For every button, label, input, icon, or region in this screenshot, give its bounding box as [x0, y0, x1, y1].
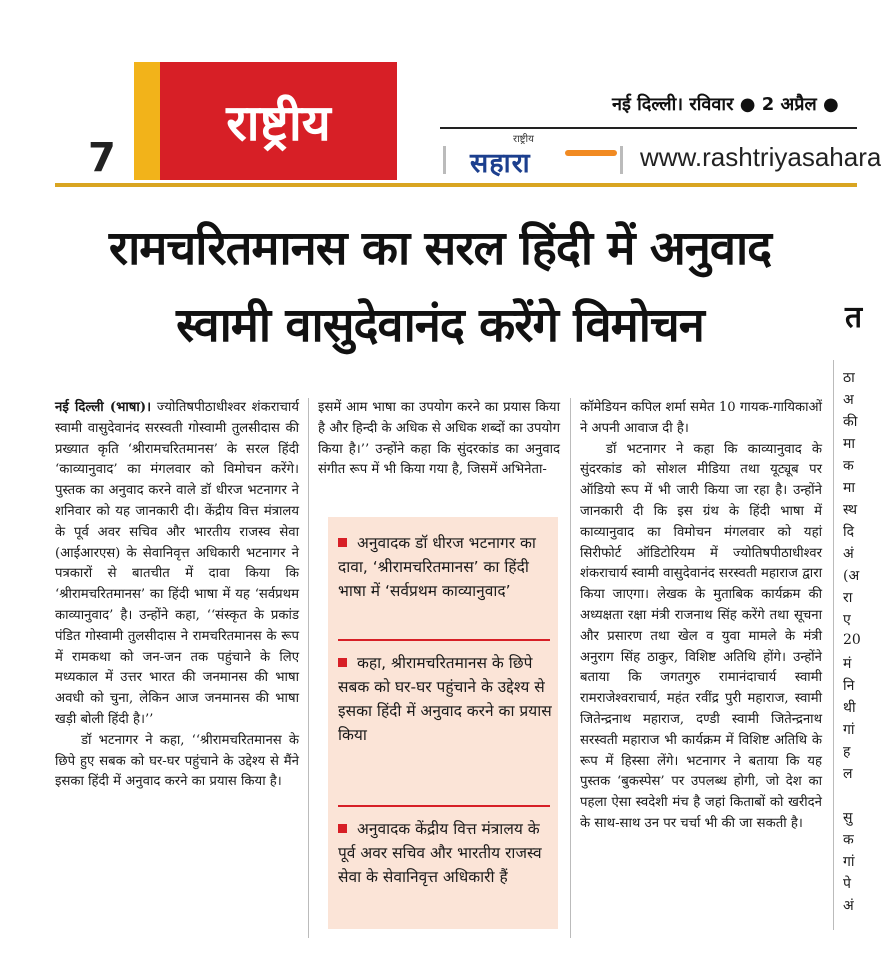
adjacent-line-fragment: क	[843, 832, 854, 848]
logo-swoosh	[565, 150, 617, 156]
highlight-separator	[338, 805, 550, 807]
adjacent-line-fragment: अं	[843, 546, 854, 562]
red-square-bullet-icon	[338, 658, 347, 667]
website-url: www.rashtriyasahara	[640, 142, 881, 172]
article-column-1	[55, 398, 299, 793]
highlight-text: अनुवादक डॉ धीरज भटनागर का दावा, ‘श्रीरामचरितमानस’ का हिंदी भाषा में ‘सर्वप्रथम काव्यानुवाद’	[338, 534, 536, 600]
article-column-3	[580, 398, 822, 835]
adjacent-line-fragment: नि	[843, 678, 855, 694]
logo-small-text: राष्ट्रीय	[513, 134, 534, 145]
adjacent-line-fragment: ह	[843, 744, 851, 760]
adjacent-line-fragment: 20	[843, 632, 861, 648]
column-3-paragraph-2: डॉ भटनागर ने कहा कि काव्यानुवाद के सुंदरकांड को सोशल मीडिया तथा यूट्यूब पर ऑडियो रूप में भी जारी किया जा रहा है। उन्होंने जानकारी दी कि इस ग्रंथ के हिंदी भाषा में काव्यानुवाद का विमोचन मंगलवार को यहां सिरीफोर्ट ऑडिटोरियम में ज्योतिषपीठाधीश्वर शंकराचार्य स्वामी वासुदेवानंद सरस्वती महाराज द्वारा किया जाएगा। लेखक के मुताबिक कार्यक्रम की अध्यक्षता रक्षा मंत्री राजनाथ सिंह करेंगे तथा सूचना और प्रसारण तथा खेल व युवा मामले के मंत्री अनुराग सिंह ठाकुर, विशिष्ट अतिथि होंगे। उन्होंने बताया कि जगतगुरु रामानंदाचार्य स्वामी रामराजेश्वराचार्य, महंत रवींद्र पुरी महाराज, स्वामी जितेन्द्रनाथ महाराज, दण्डी स्वामी जितेन्द्रनाथ सरस्वती महाराज भी कार्यक्रम में विशिष्ट अतिथि के रूप में हिस्सा लेंगे। भटनागर ने बताया कि यह पुस्तक ‘बुकस्पेस’ पर उपलब्ध होगी, जो देश का पहला ऐसा स्वदेशी मंच है जहां किताबों को खरीदने के साथ-साथ उन पर चर्चा भी की जा सकती है।	[580, 441, 822, 831]
adjacent-line-fragment: रा	[843, 590, 853, 606]
column-divider	[570, 398, 571, 938]
adjacent-line-fragment: अं	[843, 898, 854, 914]
highlight-text: कहा, श्रीरामचरितमानस के छिपे सबक को घर-घर पहुंचाने के उद्देश्य से इसका हिंदी में अनुवाद करने का प्रयास किया	[338, 654, 552, 744]
column-3-paragraph-1: कॉमेडियन कपिल शर्मा समेत 10 गायक-गायिकाओं ने अपनी आवाज दी है।	[580, 400, 822, 436]
adjacent-line-fragment: गां	[843, 854, 855, 870]
headline-line-2: स्वामी वासुदेवानंद करेंगे विमोचन	[176, 298, 704, 353]
adjacent-line-fragment: स्थ	[843, 502, 858, 518]
adjacent-line-fragment: मं	[843, 656, 852, 672]
highlight-text: अनुवादक केंद्रीय वित्त मंत्रालय के पूर्व अवर सचिव और भारतीय राजस्व सेवा के सेवानिवृत्त अधिकारी हैं	[338, 820, 542, 886]
adjacent-line-fragment: मा	[843, 480, 855, 496]
column-1-text-1: ज्योतिषपीठाधीश्वर शंकराचार्य स्वामी वासुदेवानंद सरस्वती गोस्वामी तुलसीदास की प्रख्यात कृति ‘श्रीरामचरितमानस’ के सरल हिंदी ‘काव्यानुवाद’ का मंगलवार को विमोचन करेंगे। पुस्तक का अनुवाद करने वाले डॉ धीरज भटनागर ने शनिवार को यह जानकारी दी। केंद्रीय वित्त मंत्रालय के पूर्व अवर सचिव और भारतीय राजस्व सेवा (आईआरएस) के सेवानिवृत्त अधिकारी भटनागर ने पत्रकारों से बातचीत में दावा किया कि ‘श्रीरामचरितमानस’ का हिंदी भाषा में यह ‘सर्वप्रथम काव्यानुवाद’ है। उन्होंने कहा, ‘‘संस्कृत के प्रकांड पंडित गोस्वामी तुलसीदास ने रामचरितमानस के रूप में रामकथा को जन-जन तक पहुंचाने के लिए मध्यकाल में उत्तर भारत की जनमानस की भाषा अवधी को चुना, लेकिन आज जनमानस की भाषा खड़ी बोली हिंदी है।’’	[55, 400, 299, 727]
column-1-paragraph-2: डॉ भटनागर ने कहा, ‘‘श्रीरामचरितमानस के छिपे हुए सबक को घर-घर पहुंचाने के उद्देश्य से मैंने इसका हिंदी में अनुवाद करने का प्रयास किया है।	[55, 732, 299, 790]
adjacent-line-fragment: गां	[843, 722, 855, 738]
red-square-bullet-icon	[338, 824, 347, 833]
red-square-bullet-icon	[338, 538, 347, 547]
highlight-item	[338, 817, 552, 889]
page-number: 7	[88, 135, 116, 181]
highlight-box	[328, 517, 558, 929]
adjacent-line-fragment: ए	[843, 612, 851, 628]
article-column-2	[318, 398, 560, 481]
column-1-paragraph-1	[55, 398, 299, 731]
column-2-paragraph-1: इसमें आम भाषा का उपयोग करने का प्रयास किया है और हिन्दी के अधिक से अधिक शब्दों का उपयोग किया है।’’ उन्होंने कहा कि सुंदरकांड का अनुवाद संगीत रूप में भी किया गया है, जिसमें अभिनेता-	[318, 400, 560, 478]
adjacent-line-fragment: दि	[843, 524, 855, 540]
headline-line-1: रामचरितमानस का सरल हिंदी में अनुवाद	[108, 221, 772, 276]
section-label-box	[160, 62, 397, 180]
adjacent-line-fragment: अ	[843, 392, 854, 408]
gold-rule	[55, 183, 857, 187]
newspaper-logo: सहारा	[470, 148, 531, 179]
logo-divider-left	[443, 146, 446, 174]
column-divider	[308, 398, 309, 938]
section-label: राष्ट्रीय	[226, 93, 331, 152]
article-dateline: नई दिल्ली (भाषा)।	[55, 400, 152, 415]
adjacent-line-fragment: (अ	[843, 568, 860, 584]
highlight-item	[338, 531, 552, 603]
adjacent-line-fragment: ल	[843, 766, 853, 782]
column-divider	[833, 360, 834, 930]
highlight-item	[338, 651, 552, 747]
adjacent-line-fragment: की	[843, 414, 858, 430]
adjacent-line-fragment: क	[843, 458, 854, 474]
dateline: नई दिल्ली। रविवार ● 2 अप्रैल ●	[612, 94, 839, 115]
adjacent-line-fragment: मा	[843, 436, 855, 452]
adjacent-line-fragment: ठा	[843, 370, 855, 386]
headline	[40, 210, 840, 364]
logo-divider-right	[620, 146, 623, 174]
adjacent-line-fragment: थी	[843, 700, 856, 716]
adjacent-line-fragment: सु	[843, 810, 853, 826]
header-rule	[440, 127, 857, 129]
section-accent-strip	[134, 62, 160, 180]
highlight-separator	[338, 639, 550, 641]
adjacent-headline-fragment: त	[845, 300, 863, 335]
adjacent-line-fragment: पे	[843, 876, 851, 892]
